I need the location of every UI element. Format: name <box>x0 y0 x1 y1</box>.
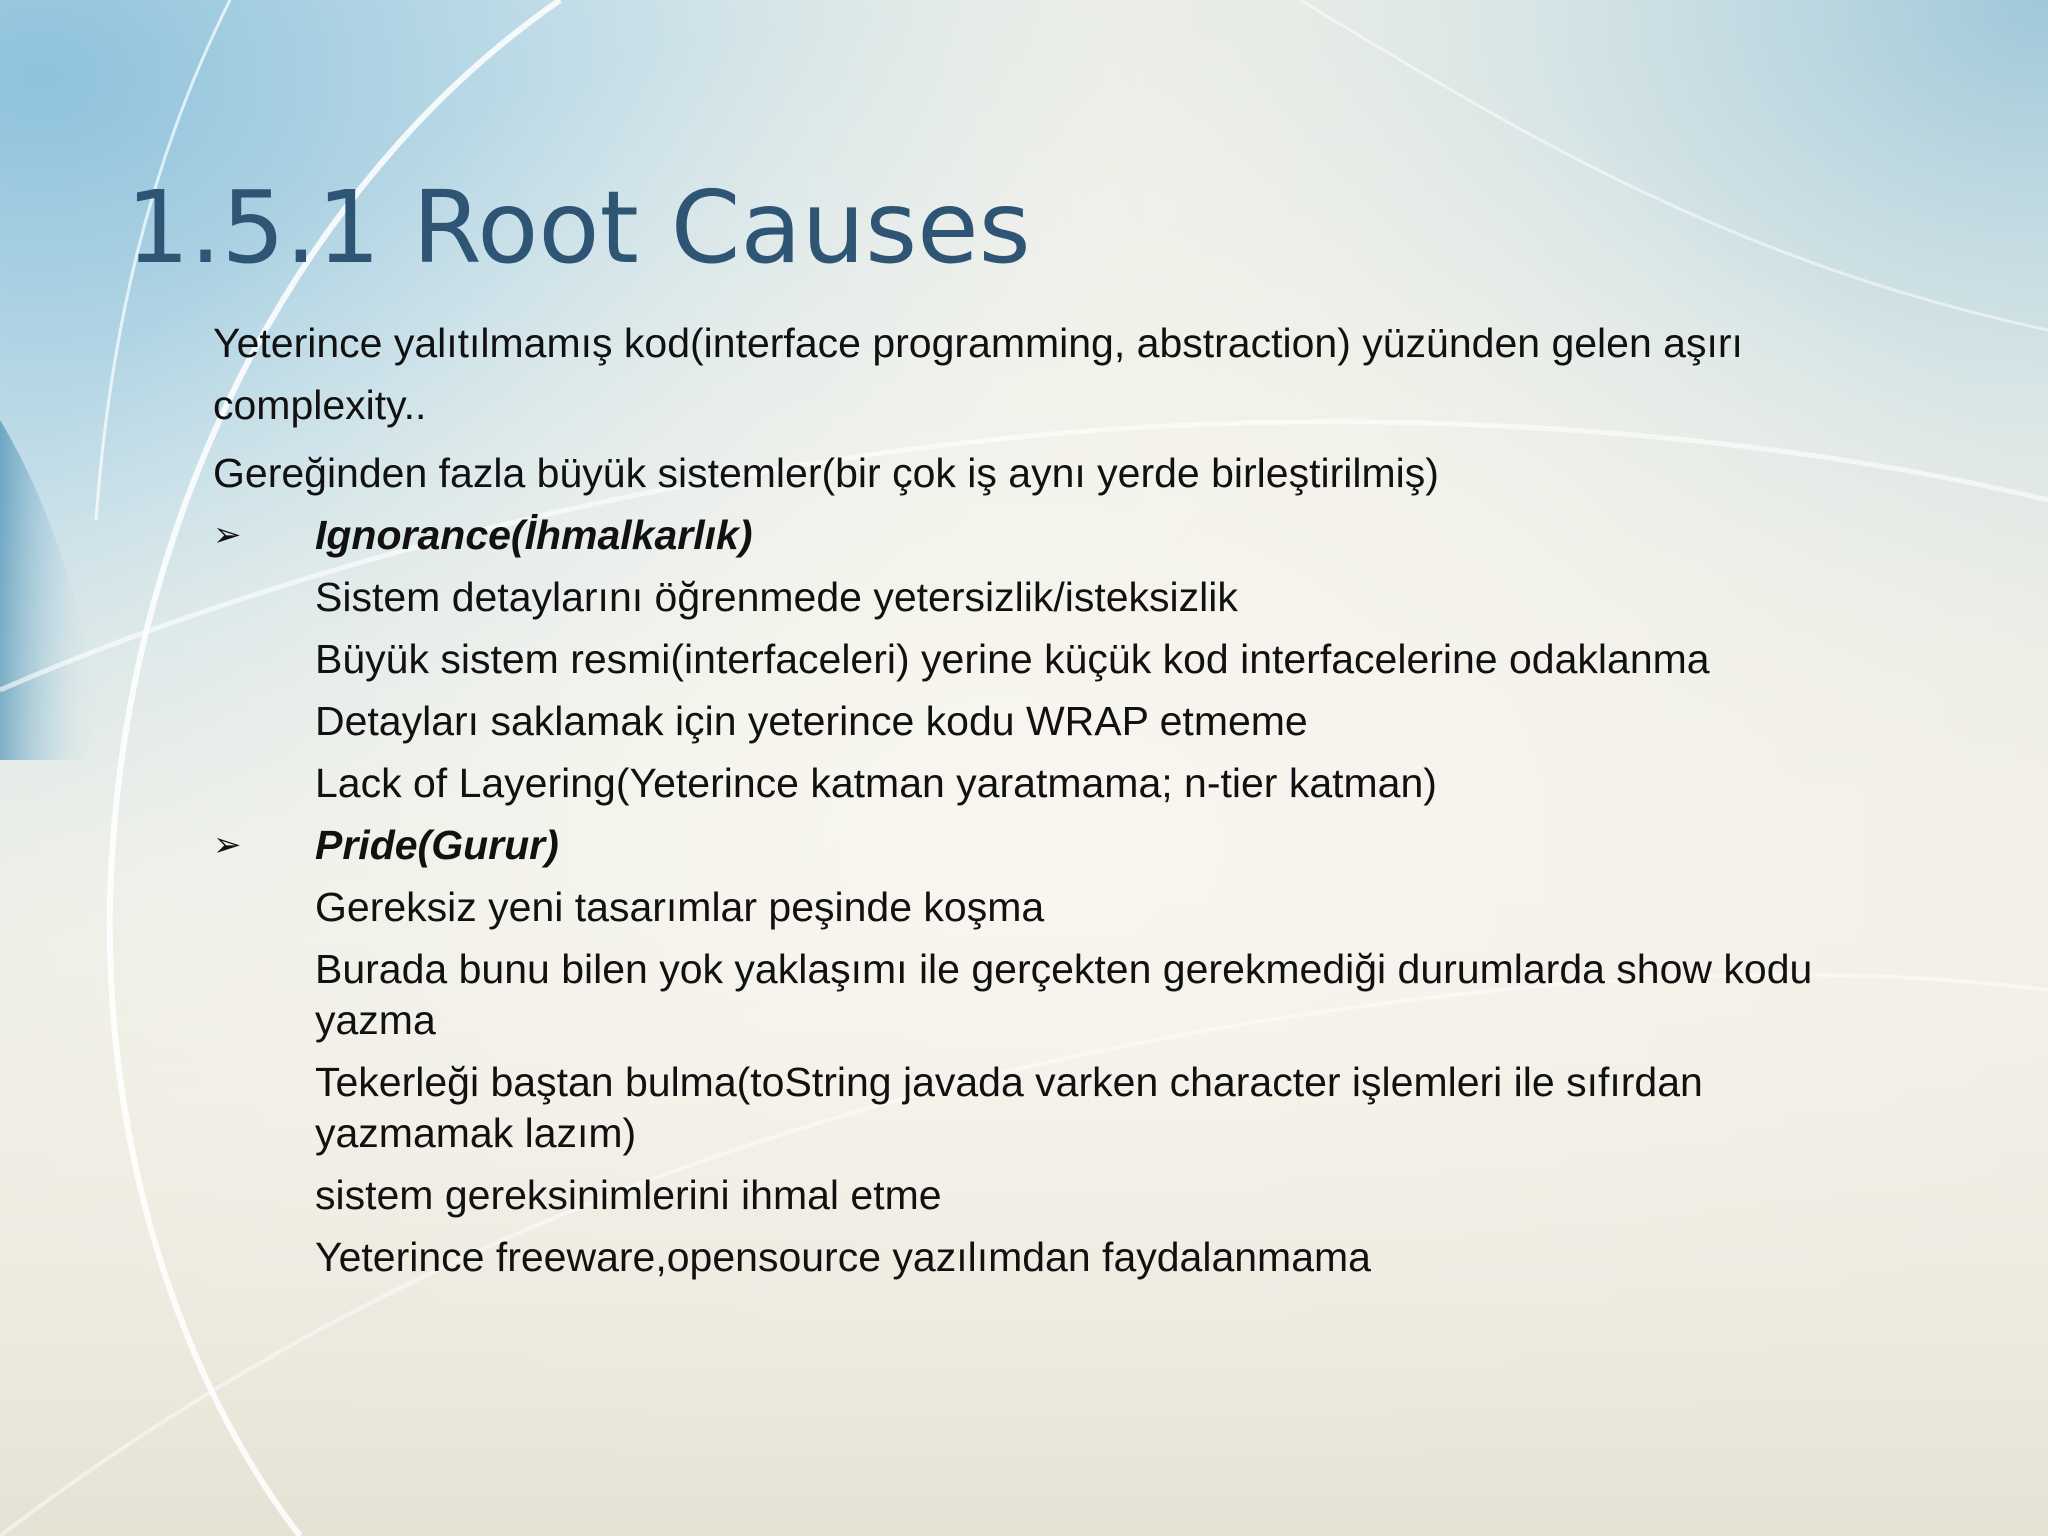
list-item: sistem gereksinimlerini ihmal etme <box>315 1172 942 1218</box>
intro-paragraph-2: Gereğinden fazla büyük sistemler(bir çok iş aynı yerde birleştirilmiş) <box>213 450 1439 496</box>
list-item: Sistem detaylarını öğrenmede yetersizlik/isteksizlik <box>315 574 1238 620</box>
list-item: Lack of Layering(Yeterince katman yaratmama; n-tier katman) <box>315 760 1437 806</box>
arrow-bullet-icon: ➢ <box>213 825 242 865</box>
section-heading-label: Pride(Gurur) <box>315 822 559 868</box>
list-item: Burada bunu bilen yok yaklaşımı ile gerçekten gerekmediği durumlarda show kodu yazma <box>315 946 1813 1043</box>
list-item: Büyük sistem resmi(interfaceleri) yerine küçük kod interfacelerine odaklanma <box>315 636 1710 682</box>
section-heading-ignorance <box>213 510 1873 561</box>
list-item: Gereksiz yeni tasarımlar peşinde koşma <box>315 884 1045 930</box>
intro-paragraph-1: Yeterince yalıtılmamış kod(interface programming, abstraction) yüzünden gelen aşırı complexity.. <box>213 320 1743 428</box>
section-heading-label: Ignorance(İhmalkarlık) <box>315 512 753 558</box>
arrow-bullet-icon: ➢ <box>213 515 242 555</box>
list-item: Yeterince freeware,opensource yazılımdan faydalanmama <box>315 1234 1371 1280</box>
slide-body <box>213 312 1873 1294</box>
section-heading-pride <box>213 820 1873 871</box>
list-item: Detayları saklamak için yeterince kodu WRAP etmeme <box>315 698 1308 744</box>
slide-title: 1.5.1 Root Causes <box>126 169 1031 286</box>
list-item: Tekerleği baştan bulma(toString javada varken character işlemleri ile sıfırdan yazmamak lazım) <box>315 1059 1703 1156</box>
